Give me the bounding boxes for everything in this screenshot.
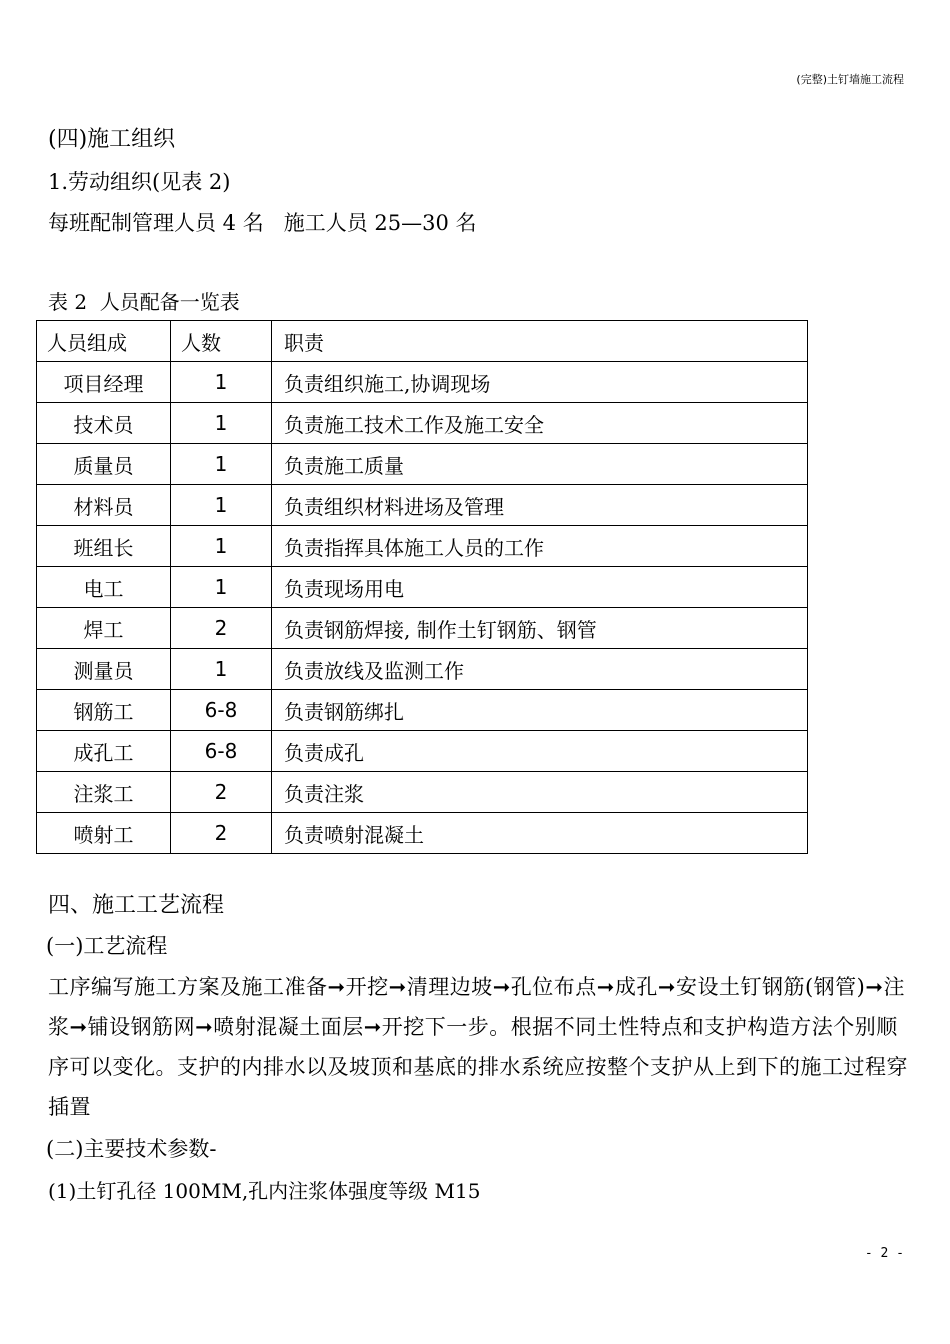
cell-count: 1 [171, 485, 272, 526]
cell-count: 2 [171, 813, 272, 854]
process-flow-paragraph: 工序编写施工方案及施工准备➞开挖➞清理边坡➞孔位布点➞成孔➞安设土钉钢筋(钢管)➞注浆➞铺设钢筋网➞喷射混凝土面层➞开挖下一步。根据不同土性特点和支护构造方法个别顺序可以变化。支护的内排水以及坡顶和基底的排水系统应按整个支护从上到下的施工过程穿插置 [48, 975, 908, 1119]
cell-duty: 负责指挥具体施工人员的工作 [272, 526, 808, 567]
cell-count: 1 [171, 403, 272, 444]
cell-duty: 负责钢筋绑扎 [272, 690, 808, 731]
cell-duty: 负责成孔 [272, 731, 808, 772]
cell-role: 注浆工 [37, 772, 171, 813]
column-header-duty: 职责 [272, 321, 808, 362]
cell-role: 质量员 [37, 444, 171, 485]
cell-count: 1 [171, 649, 272, 690]
table-row [37, 649, 808, 690]
cell-role: 技术员 [37, 403, 171, 444]
column-header-role: 人员组成 [37, 321, 171, 362]
cell-count: 6-8 [171, 731, 272, 772]
cell-duty: 负责施工质量 [272, 444, 808, 485]
table-row [37, 731, 808, 772]
cell-duty: 负责施工技术工作及施工安全 [272, 403, 808, 444]
cell-count: 6-8 [171, 690, 272, 731]
labor-organization-title: 1.劳动组织(见表 2) [48, 170, 231, 194]
cell-count: 1 [171, 444, 272, 485]
table-row [37, 526, 808, 567]
column-header-count: 人数 [171, 321, 272, 362]
cell-duty: 负责放线及监测工作 [272, 649, 808, 690]
table-row [37, 608, 808, 649]
subheading-process-flow: (一)工艺流程 [46, 934, 168, 958]
table-row [37, 772, 808, 813]
staffing-summary-line: 每班配制管理人员 4 名 施工人员 25—30 名 [48, 211, 477, 235]
table-row [37, 690, 808, 731]
cell-duty: 负责钢筋焊接, 制作土钉钢筋、钢管 [272, 608, 808, 649]
cell-role: 测量员 [37, 649, 171, 690]
cell-count: 1 [171, 526, 272, 567]
cell-role: 材料员 [37, 485, 171, 526]
cell-count: 1 [171, 567, 272, 608]
subheading-technical-parameters: (二)主要技术参数- [46, 1137, 217, 1161]
cell-role: 电工 [37, 567, 171, 608]
document-header-title: (完整)土钉墙施工流程 [796, 73, 904, 86]
cell-count: 1 [171, 362, 272, 403]
cell-duty: 负责组织施工,协调现场 [272, 362, 808, 403]
table-header-row [37, 321, 808, 362]
cell-duty: 负责注浆 [272, 772, 808, 813]
table-row [37, 444, 808, 485]
cell-duty: 负责喷射混凝土 [272, 813, 808, 854]
table-row [37, 362, 808, 403]
table-row [37, 403, 808, 444]
cell-role: 钢筋工 [37, 690, 171, 731]
cell-role: 焊工 [37, 608, 171, 649]
table-row [37, 485, 808, 526]
section-heading-organization: (四)施工组织 [48, 127, 176, 152]
cell-role: 成孔工 [37, 731, 171, 772]
table-caption: 表 2 人员配备一览表 [48, 290, 240, 314]
cell-role: 班组长 [37, 526, 171, 567]
page-number: - 2 - [864, 1246, 904, 1261]
cell-duty: 负责组织材料进场及管理 [272, 485, 808, 526]
cell-role: 项目经理 [37, 362, 171, 403]
parameter-item-1: (1)土钉孔径 100MM,孔内注浆体强度等级 M15 [48, 1179, 481, 1203]
section-heading-process: 四、施工工艺流程 [48, 893, 225, 918]
staff-allocation-table [36, 320, 808, 854]
table-row [37, 567, 808, 608]
cell-duty: 负责现场用电 [272, 567, 808, 608]
cell-count: 2 [171, 772, 272, 813]
table-row [37, 813, 808, 854]
cell-role: 喷射工 [37, 813, 171, 854]
cell-count: 2 [171, 608, 272, 649]
